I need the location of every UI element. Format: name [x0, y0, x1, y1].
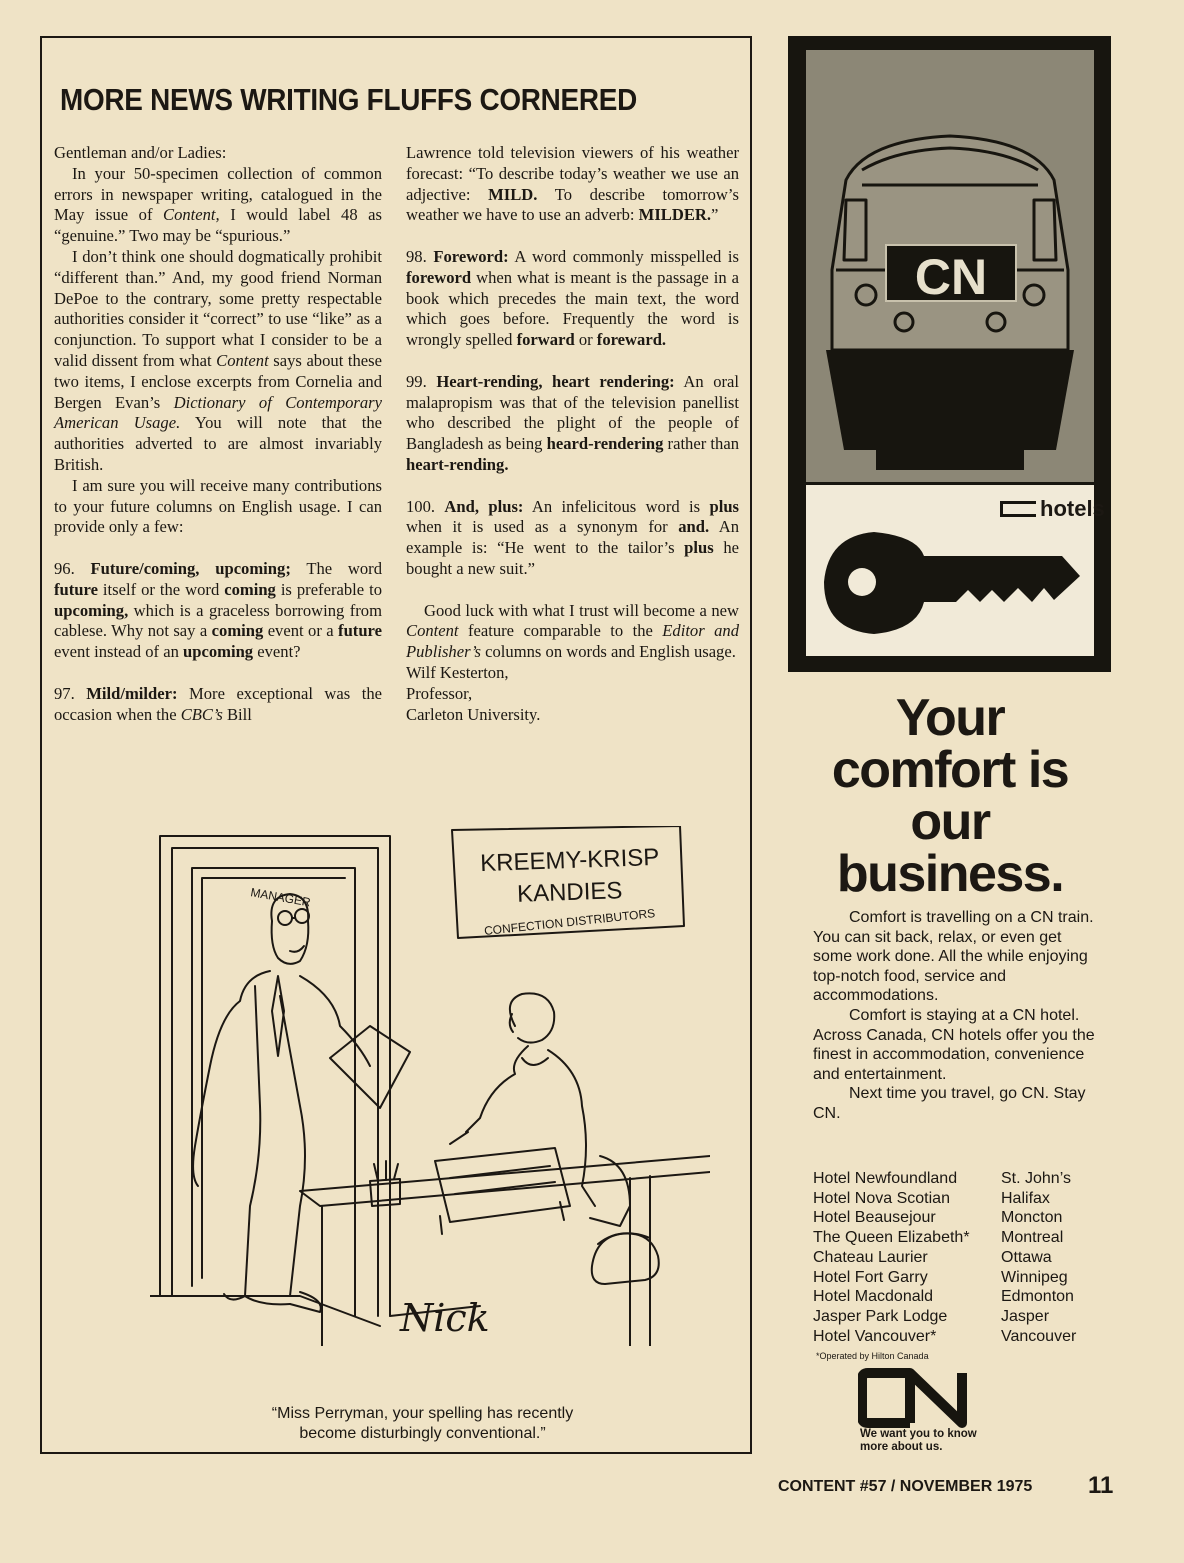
- cn-mini-logo-icon: [1000, 501, 1036, 517]
- door-sign-manager: MANAGER: [249, 885, 312, 910]
- hotel-row: [813, 1268, 1103, 1288]
- hotel-name: The Queen Elizabeth*: [813, 1229, 970, 1247]
- slogan-line: business.: [836, 845, 1064, 903]
- slogan-line: our: [910, 793, 990, 851]
- article-paragraph: Lawrence told television viewers of his weather forecast: “To describe today’s weather we use an adjective: MILD. To describe tomorrow’s weather we have to use an adverb: MILDER.”: [406, 143, 739, 225]
- hotel-list: [813, 1169, 1103, 1346]
- article-column-right: [406, 143, 739, 725]
- hotel-row: [813, 1189, 1103, 1209]
- signature-line: Carleton University.: [406, 704, 541, 724]
- hotel-name: Hotel Newfoundland: [813, 1170, 958, 1187]
- ad-slogan: [800, 689, 1100, 903]
- hotel-city: Edmonton: [1001, 1288, 1074, 1306]
- ad-paragraph: Comfort is travelling on a CN train. You can sit back, relax, or even get some work done. All the while enjoying top-notch food, service and accommodations.: [813, 909, 1094, 1005]
- tagline-line: more about us.: [860, 1441, 943, 1453]
- ad-paragraph: Comfort is staying at a CN hotel. Across Canada, CN hotels offer you the finest in accommodation, convenience and entertainment.: [813, 1006, 1095, 1083]
- article-paragraph: 100. And, plus: An infelicitous word is plus when it is used as a synonym for and. An example is: “He went to the tailor’s plus he bought a new suit.”: [406, 496, 740, 578]
- tagline-line: We want you to know: [860, 1428, 977, 1440]
- page-footer: CONTENT #57 / NOVEMBER 1975: [778, 1478, 1033, 1495]
- hotel-row: [813, 1307, 1103, 1327]
- hilton-footnote: *Operated by Hilton Canada: [816, 1351, 929, 1361]
- cn-hotels-text: hotels: [1040, 496, 1105, 521]
- slogan-line: comfort is: [831, 741, 1069, 799]
- hotel-row: [813, 1208, 1103, 1228]
- cn-logo: [858, 1367, 998, 1429]
- hotel-name: Hotel Fort Garry: [813, 1268, 928, 1286]
- key-icon: [822, 530, 1082, 640]
- article-paragraph: 99. Heart-rending, heart rendering: An oral malapropism was that of the television panellist who described the plight of the people of Bangladesh as being heard-rendering rather than heart-rending.: [406, 371, 739, 474]
- slogan-line: Your: [895, 689, 1005, 747]
- page-number: 11: [1088, 1472, 1114, 1499]
- hotel-name: Hotel Macdonald: [813, 1288, 934, 1306]
- ad-tagline: [860, 1428, 977, 1454]
- signature-line: Wilf Kesterton,: [406, 662, 509, 682]
- hotel-row: [813, 1248, 1103, 1268]
- article-paragraph: 96. Future/coming, upcoming; The word future itself or the word coming is preferable to upcoming, which is a graceless borrowing from cablese. Why not say a coming event or a future event instead of an upcoming event?: [54, 558, 382, 662]
- hotel-name: Jasper Park Lodge: [813, 1307, 948, 1325]
- wall-sign-line2: KANDIES: [516, 877, 623, 908]
- wall-sign-line1: KREEMY-KRISP: [479, 843, 660, 878]
- locomotive-illustration: [806, 50, 1094, 482]
- hotel-city: Winnipeg: [1001, 1268, 1068, 1286]
- hotel-name: Hotel Vancouver*: [813, 1327, 937, 1345]
- cn-logo-text: CN: [858, 1367, 860, 1368]
- article-paragraph: 98. Foreword: A word commonly misspelled is foreword when what is meant is the passage in a book which precedes the main text, the word which goes before. Frequently the word is wrongly spelled forward or foreward.: [406, 246, 739, 350]
- article-headline: MORE NEWS WRITING FLUFFS CORNERED: [60, 82, 637, 117]
- hotel-city: Montreal: [1001, 1229, 1064, 1247]
- hotel-name: Hotel Nova Scotian: [813, 1189, 950, 1207]
- hotel-city: Jasper: [1001, 1307, 1050, 1325]
- article-paragraph: Gentleman and/or Ladies:: [54, 143, 227, 162]
- article-paragraph: I don’t think one should dogmatically prohibit “different than.” And, my good friend Norman DePoe to the contrary, some pretty respectable authorities consider it “correct” to use “like” as a conjunction. To support what I consider to be a valid dissent from what Content says about these two items, I enclose excerpts from Cornelia and Bergen Evan’s Dictionary of Contemporary American Usage. You will note that the authorities adverted to are almost invariably British.: [54, 246, 382, 474]
- article-paragraph: I am sure you will receive many contributions to your future columns on English usage. I can provide only a few:: [54, 475, 382, 537]
- hotel-row: [813, 1287, 1103, 1307]
- locomotive-cn-logo: CN: [914, 249, 988, 305]
- hotel-city: Vancouver: [1001, 1327, 1077, 1345]
- hotel-city: Moncton: [1001, 1209, 1063, 1227]
- hotel-city: St. John’s: [1001, 1170, 1071, 1187]
- artist-signature: Nick: [400, 1296, 490, 1340]
- article-paragraph: Good luck with what I trust will become a new Content feature comparable to the Editor and Publisher’s columns on words and English usage.: [406, 600, 739, 662]
- hotel-city: Ottawa: [1001, 1248, 1052, 1266]
- hotel-city: Halifax: [1001, 1189, 1050, 1207]
- wall-sign-line3: CONFECTION DISTRIBUTORS: [483, 906, 656, 938]
- article-column-left: [54, 143, 382, 725]
- cn-hotels-logo: [1000, 496, 1105, 522]
- hotel-name: Hotel Beausejour: [813, 1209, 936, 1227]
- ad-paragraph: Next time you travel, go CN. Stay CN.: [813, 1085, 1086, 1122]
- ad-body-copy: [813, 908, 1098, 1124]
- caption-line: become disturbingly conventional.”: [299, 1425, 546, 1442]
- article-paragraph: 97. Mild/milder: More exceptional was the occasion when the CBC’s Bill: [54, 683, 383, 724]
- hotel-row: [813, 1228, 1103, 1248]
- cartoon-caption: [150, 1404, 695, 1444]
- signature-line: Professor,: [406, 683, 473, 703]
- hotel-row: [813, 1327, 1103, 1347]
- cartoon-illustration: [150, 826, 710, 1346]
- caption-line: “Miss Perryman, your spelling has recently: [271, 1405, 574, 1422]
- hotel-name: Chateau Laurier: [813, 1248, 928, 1266]
- hotel-row: [813, 1169, 1103, 1189]
- article-paragraph: In your 50-specimen collection of common errors in newspaper writing, catalogued in the May issue of Content, I would label 48 as “genuine.” Two may be “spurious.”: [54, 163, 382, 246]
